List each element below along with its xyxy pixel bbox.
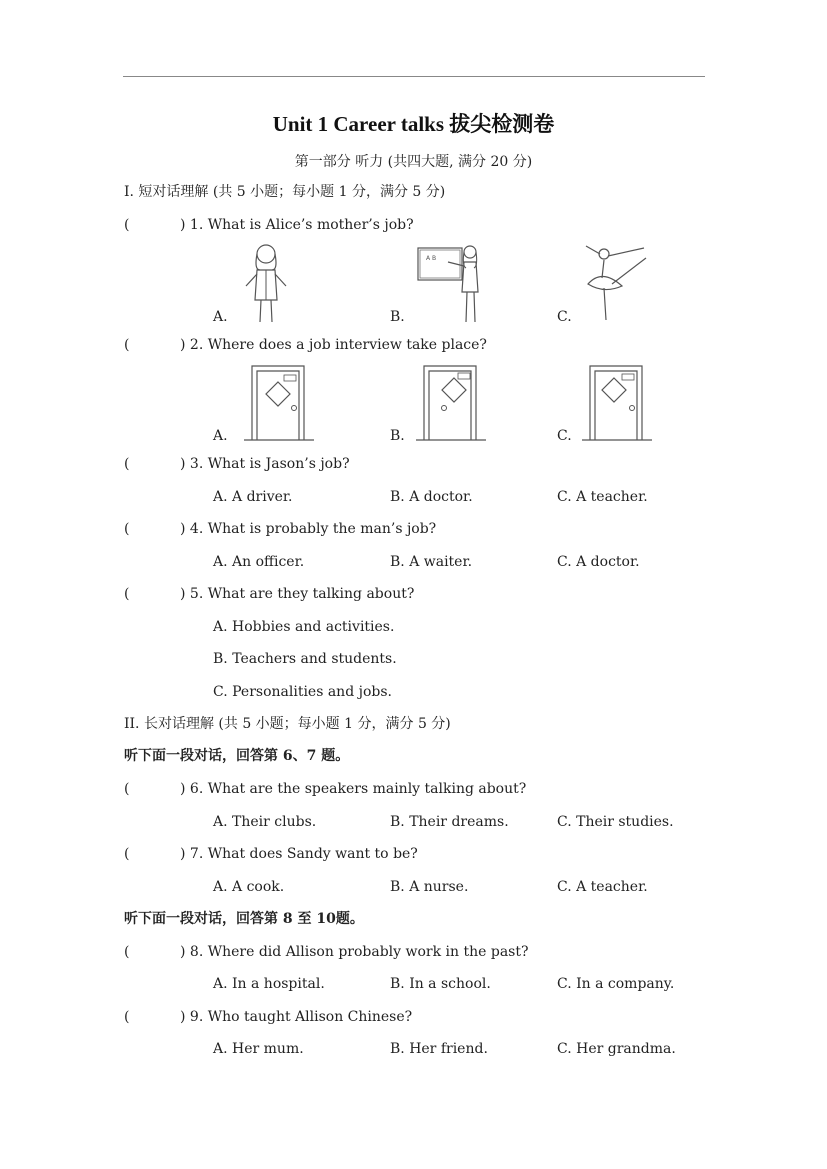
option-b: B. A nurse. xyxy=(390,879,469,895)
option-a: A. A driver. xyxy=(213,489,293,505)
answer-bracket-open: ( xyxy=(124,456,130,472)
answer-bracket-open: ( xyxy=(124,944,130,960)
option-a: A. Hobbies and activities. xyxy=(213,619,395,635)
doctor-picture xyxy=(240,240,292,324)
question-text: ) 4. What is probably the man’s job? xyxy=(180,521,437,537)
option-a: A. Their clubs. xyxy=(213,814,317,830)
answer-bracket-open: ( xyxy=(124,781,130,797)
option-b: B. A waiter. xyxy=(390,554,473,570)
door-picture-a xyxy=(244,364,316,442)
question-text: ) 9. Who taught Allison Chinese? xyxy=(180,1009,413,1025)
answer-bracket-open: ( xyxy=(124,586,130,602)
option-a: A. An officer. xyxy=(213,554,305,570)
door-picture-b xyxy=(414,364,486,442)
question-text: ) 3. What is Jason’s job? xyxy=(180,456,350,472)
teacher-picture xyxy=(416,242,488,326)
option-b: B. xyxy=(390,428,405,444)
answer-bracket-open: ( xyxy=(124,1009,130,1025)
answer-bracket-open: ( xyxy=(124,846,130,862)
question-text: ) 7. What does Sandy want to be? xyxy=(180,846,418,862)
option-c: C. Their studies. xyxy=(557,814,674,830)
question-text: ) 5. What are they talking about? xyxy=(180,586,415,602)
option-a: A. In a hospital. xyxy=(213,976,325,992)
option-b: B. A doctor. xyxy=(390,489,473,505)
dancer-picture xyxy=(582,244,654,324)
section2-instruction-2: 听下面一段对话，回答第 8 至 10题。 xyxy=(124,911,364,927)
header-rule xyxy=(123,76,705,77)
option-b: B. In a school. xyxy=(390,976,491,992)
question-text: ) 2. Where does a job interview take place? xyxy=(180,337,487,353)
option-c: C. Her grandma. xyxy=(557,1041,676,1057)
option-c: C. In a company. xyxy=(557,976,675,992)
option-a: A. Her mum. xyxy=(213,1041,304,1057)
option-a: A. xyxy=(213,428,228,444)
answer-bracket-open: ( xyxy=(124,217,130,233)
option-c: C. xyxy=(557,309,572,325)
answer-bracket-open: ( xyxy=(124,337,130,353)
option-c: C. xyxy=(557,428,572,444)
option-b: B. Their dreams. xyxy=(390,814,509,830)
option-c: C. Personalities and jobs. xyxy=(213,684,392,700)
option-c: C. A teacher. xyxy=(557,879,648,895)
question-text: ) 1. What is Alice’s mother’s job? xyxy=(180,217,414,233)
option-c: C. A doctor. xyxy=(557,554,640,570)
option-c: C. A teacher. xyxy=(557,489,648,505)
part-one-heading: 第一部分 听力 (共四大题, 满分 20 分) xyxy=(294,154,533,170)
section1-heading: I. 短对话理解 (共 5 小题；每小题 1 分，满分 5 分) xyxy=(124,184,446,200)
section2-instruction-1: 听下面一段对话，回答第 6、7 题。 xyxy=(124,748,350,764)
answer-bracket-open: ( xyxy=(124,521,130,537)
option-a: A. xyxy=(213,309,228,325)
option-b: B. xyxy=(390,309,405,325)
option-a: A. A cook. xyxy=(213,879,285,895)
door-picture-c xyxy=(582,364,654,442)
option-b: B. Her friend. xyxy=(390,1041,488,1057)
option-b: B. Teachers and students. xyxy=(213,651,397,667)
section2-heading: II. 长对话理解 (共 5 小题；每小题 1 分，满分 5 分) xyxy=(124,716,451,732)
svg-text:A B: A B xyxy=(426,255,437,262)
question-text: ) 8. Where did Allison probably work in the past? xyxy=(180,944,529,960)
page-title: Unit 1 Career talks 拔尖检测卷 xyxy=(272,112,555,136)
question-text: ) 6. What are the speakers mainly talking about? xyxy=(180,781,527,797)
